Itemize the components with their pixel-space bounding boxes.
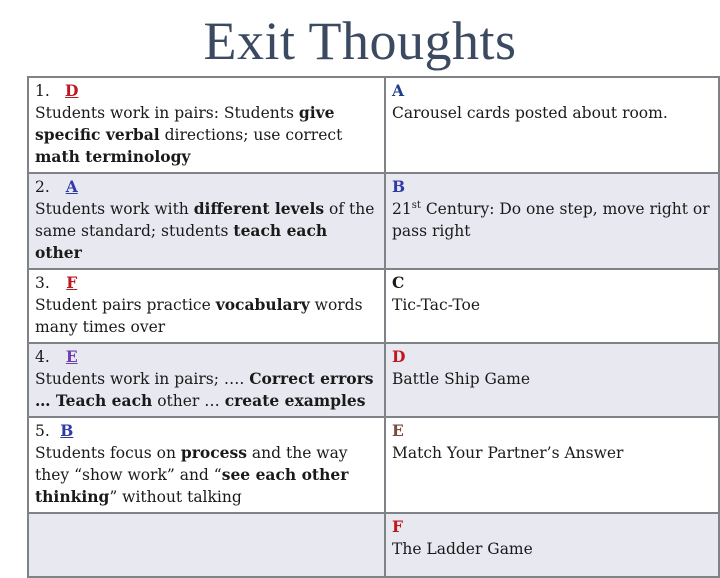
- option-text: Carousel cards posted about room.: [392, 104, 668, 122]
- item-text: Students focus on: [35, 444, 181, 462]
- left-cell: [28, 77, 385, 173]
- right-cell: [385, 173, 719, 269]
- option-text: Battle Ship Game: [392, 370, 531, 388]
- item-text-bold: vocabulary: [215, 295, 310, 314]
- table-row: [28, 269, 719, 343]
- option-letter: F: [392, 517, 404, 536]
- item-text-bold: process: [180, 443, 247, 462]
- right-cell: [385, 269, 719, 343]
- left-cell-empty: [28, 513, 385, 577]
- option-text-sup: st: [411, 199, 421, 211]
- option-letter: D: [392, 347, 406, 366]
- item-text: and the way they “show work” and “: [35, 444, 348, 484]
- left-cell: [28, 269, 385, 343]
- option-text: Match Your Partner’s Answer: [392, 444, 624, 462]
- option-text: Century: Do one step, move right or pass right: [392, 200, 710, 240]
- option-letter: C: [392, 273, 405, 292]
- item-text: other …: [152, 392, 225, 410]
- table-row: [28, 77, 719, 173]
- matching-table: [27, 76, 720, 578]
- item-number: 4.: [35, 348, 50, 366]
- item-text-bold: see each other thinking: [35, 465, 349, 506]
- table-row: [28, 513, 719, 577]
- item-text: of the same standard; students: [35, 200, 375, 240]
- answer-blank: E: [65, 347, 78, 366]
- option-letter: B: [392, 177, 406, 196]
- table-row: [28, 173, 719, 269]
- left-cell: [28, 417, 385, 513]
- item-number: 2.: [35, 178, 50, 196]
- item-text: Student pairs practice: [35, 296, 216, 314]
- item-text-bold: Correct errors … Teach each: [35, 369, 374, 410]
- table-row: [28, 343, 719, 417]
- right-cell: [385, 417, 719, 513]
- right-cell: [385, 513, 719, 577]
- answer-blank: F: [66, 273, 78, 292]
- item-text-bold: give specific verbal: [35, 103, 335, 144]
- item-number: 3.: [35, 274, 50, 292]
- item-text-bold: different levels: [193, 199, 325, 218]
- page-title: Exit Thoughts: [203, 11, 517, 71]
- left-cell: [28, 343, 385, 417]
- table-row: [28, 417, 719, 513]
- answer-blank: D: [65, 81, 79, 100]
- item-text: Students work with: [35, 200, 194, 218]
- answer-blank: B: [60, 421, 74, 440]
- option-text: Tic-Tac-Toe: [392, 296, 481, 314]
- option-text: 21: [392, 200, 412, 218]
- item-text: Students work in pairs: Students: [35, 104, 299, 122]
- item-text: ” without talking: [109, 488, 242, 506]
- option-letter: A: [392, 81, 405, 100]
- option-letter: E: [392, 421, 404, 440]
- item-text: directions; use correct: [159, 126, 343, 144]
- item-text: words many times over: [35, 296, 363, 336]
- option-text: The Ladder Game: [392, 540, 533, 558]
- right-cell: [385, 343, 719, 417]
- right-cell: [385, 77, 719, 173]
- left-cell: [28, 173, 385, 269]
- answer-blank: A: [65, 177, 78, 196]
- item-number: 5.: [35, 422, 50, 440]
- item-number: 1.: [35, 82, 50, 100]
- item-text-bold: math terminology: [35, 147, 191, 166]
- item-text-bold: teach each other: [35, 221, 328, 262]
- item-text-bold: create examples: [224, 391, 366, 410]
- item-text: Students work in pairs; ….: [35, 370, 250, 388]
